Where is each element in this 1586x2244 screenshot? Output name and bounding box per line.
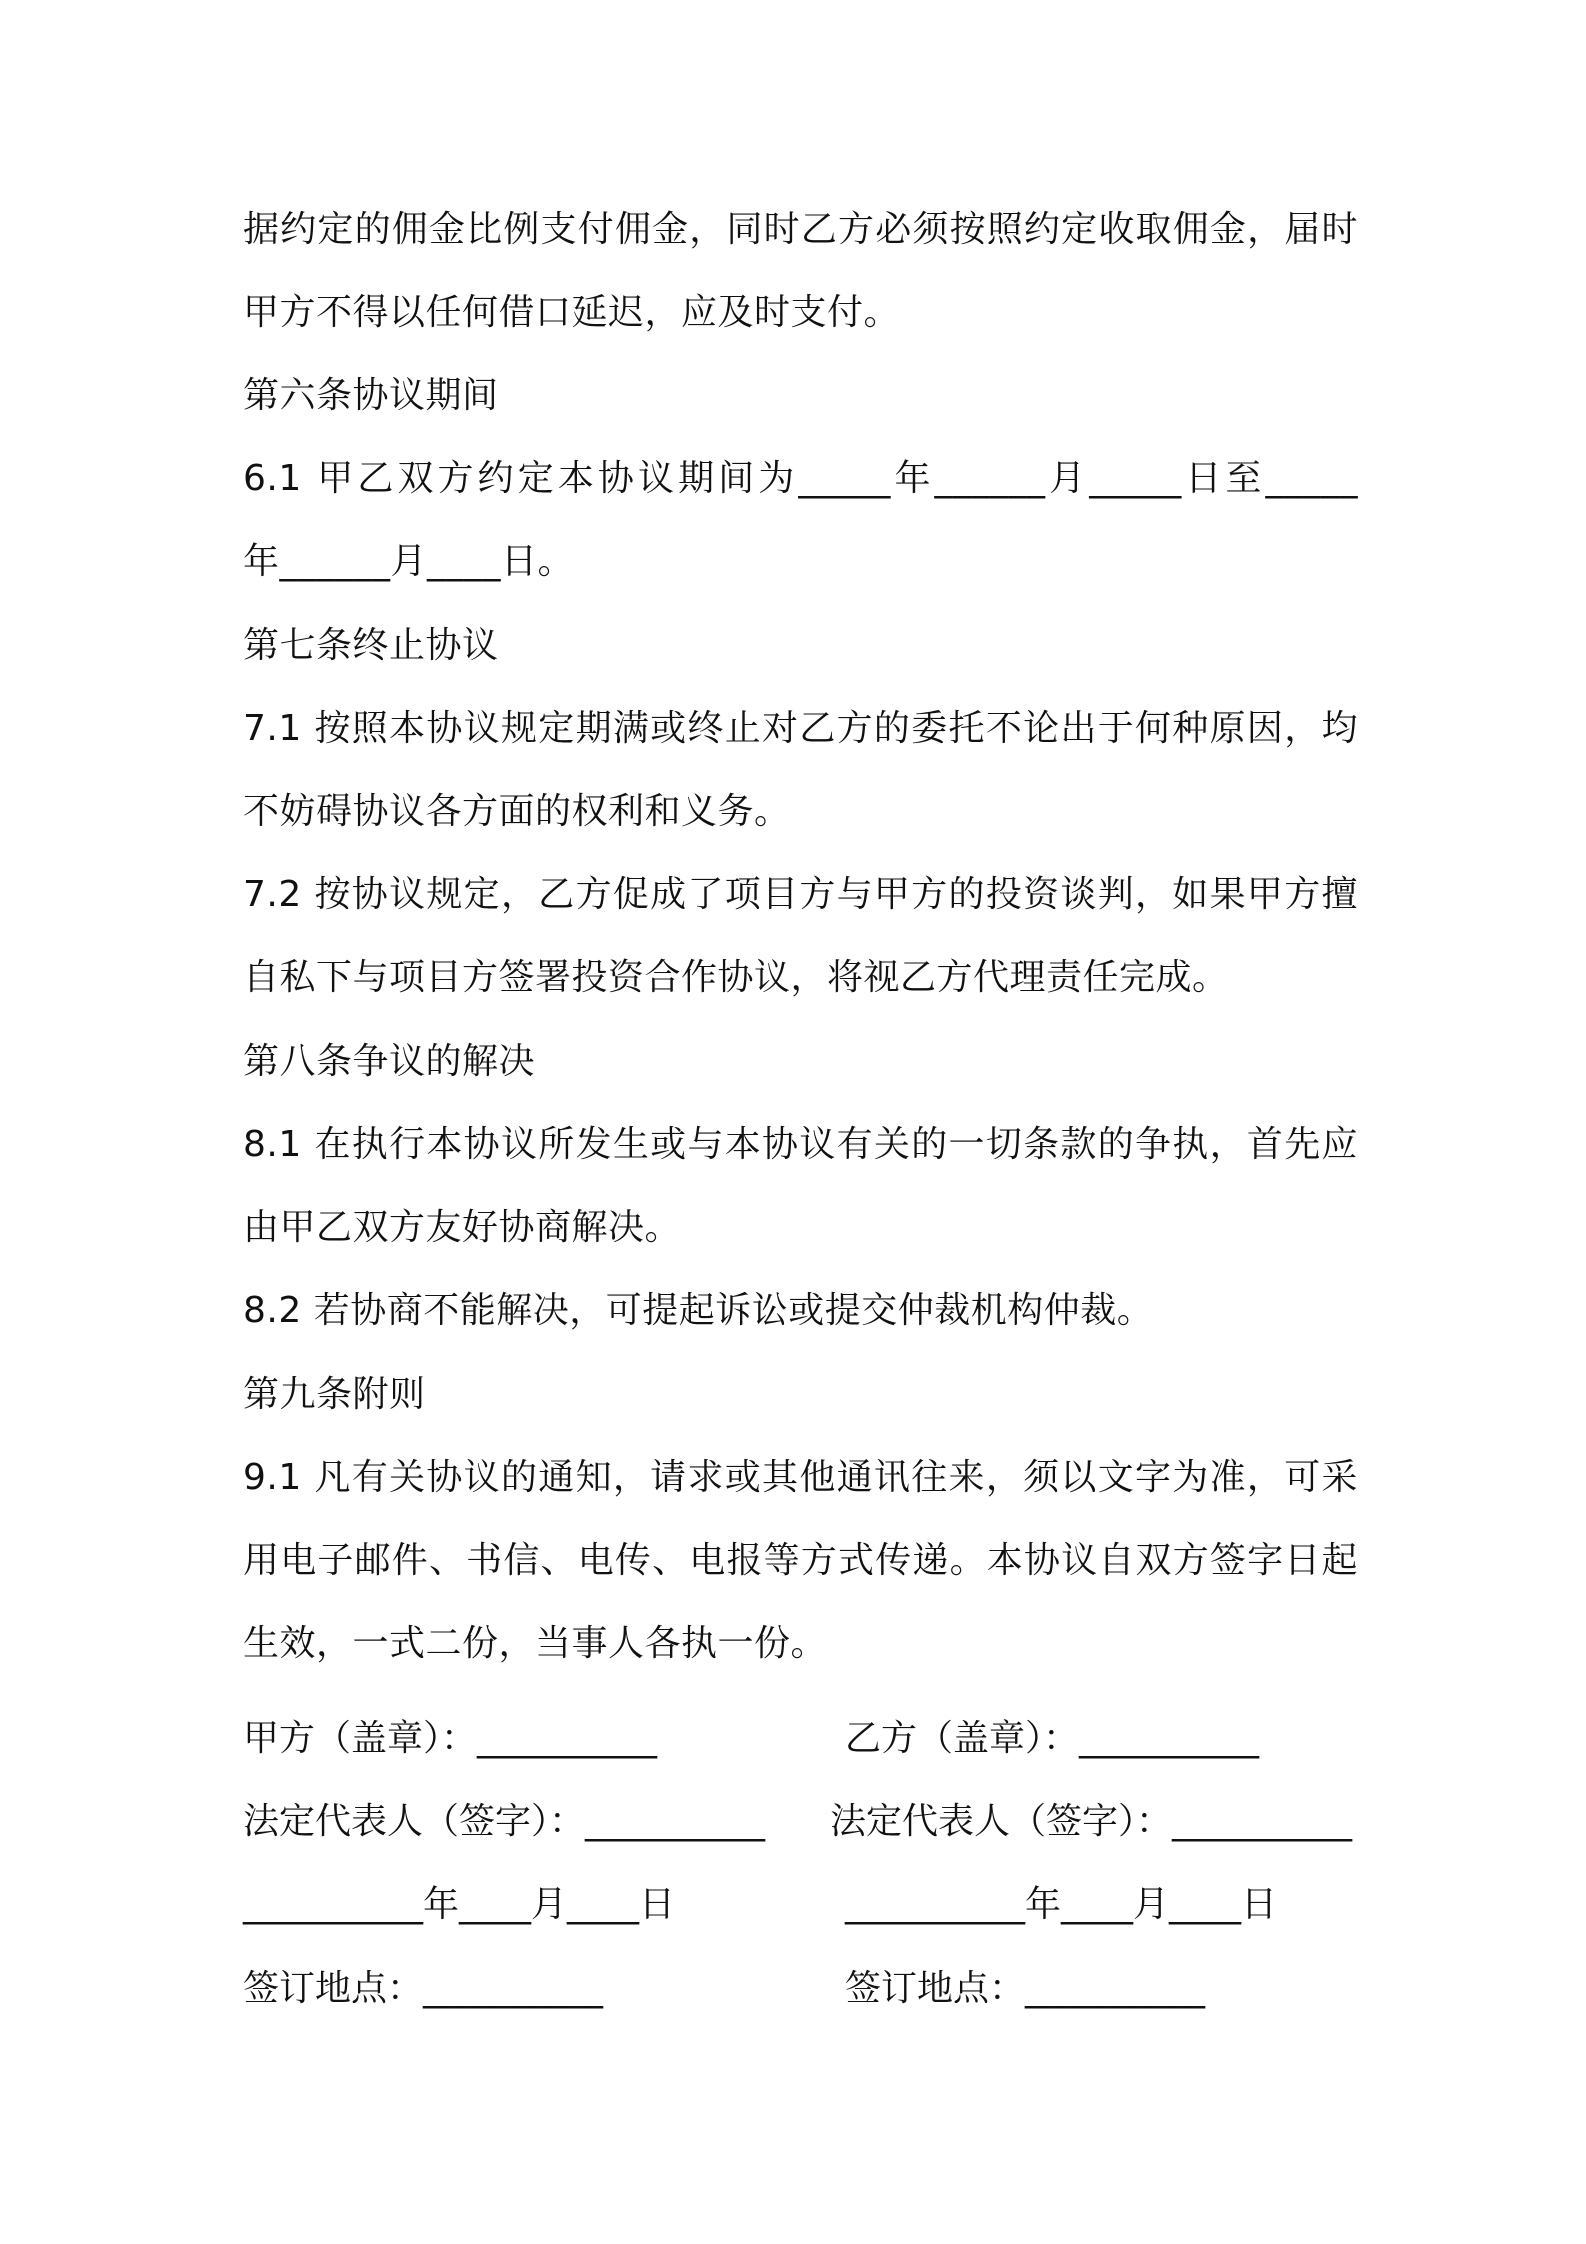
party-a-date: __________年____月____日: [243, 1884, 675, 1925]
paragraph-line: 8.1 在执行本协议所发生或与本协议有关的一切条款的争执，首先应: [243, 1124, 1358, 1165]
paragraph-line: 不妨碍协议各方面的权利和义务。: [243, 791, 791, 832]
section-heading: 第九条附则: [243, 1374, 426, 1415]
paragraph-line: 6.1 甲乙双方约定本协议期间为_____年______月_____日至_____: [243, 458, 1358, 499]
paragraph-line: 7.2 按协议规定，乙方促成了项目方与甲方的投资谈判，如果甲方擅: [243, 874, 1358, 915]
paragraph-line: 9.1 凡有关协议的通知，请求或其他通讯往来，须以文字为准，可采: [243, 1457, 1358, 1498]
section-heading: 第六条协议期间: [243, 375, 499, 416]
party-b-seal: 乙方（盖章）：__________: [845, 1718, 1260, 1759]
paragraph-line: 甲方不得以任何借口延迟，应及时支付。: [243, 292, 901, 333]
paragraph-line: 生效，一式二份，当事人各执一份。: [243, 1623, 828, 1664]
party-b-representative: 法定代表人（签字）：__________: [830, 1801, 1353, 1842]
section-heading: 第七条终止协议: [243, 625, 499, 666]
party-a-place: 签订地点：__________: [243, 1968, 604, 2009]
section-heading: 第八条争议的解决: [243, 1041, 536, 1082]
party-b-date: __________年____月____日: [845, 1884, 1277, 1925]
paragraph-line: 自私下与项目方签署投资合作协议，将视乙方代理责任完成。: [243, 957, 1229, 998]
paragraph-line: 7.1 按照本协议规定期满或终止对乙方的委托不论出于何种原因，均: [243, 708, 1358, 749]
party-a-representative: 法定代表人（签字）：__________: [243, 1801, 766, 1842]
paragraph-line: 8.2 若协商不能解决，可提起诉讼或提交仲裁机构仲裁。: [243, 1290, 1154, 1331]
party-a-seal: 甲方（盖章）：__________: [243, 1718, 658, 1759]
paragraph-line: 据约定的佣金比例支付佣金，同时乙方必须按照约定收取佣金，届时: [243, 209, 1358, 250]
paragraph-line: 年______月____日。: [243, 541, 575, 582]
paragraph-line: 由甲乙双方友好协商解决。: [243, 1207, 682, 1248]
paragraph-line: 用电子邮件、书信、电传、电报等方式传递。本协议自双方签字日起: [243, 1540, 1358, 1581]
party-b-place: 签订地点：__________: [845, 1968, 1206, 2009]
